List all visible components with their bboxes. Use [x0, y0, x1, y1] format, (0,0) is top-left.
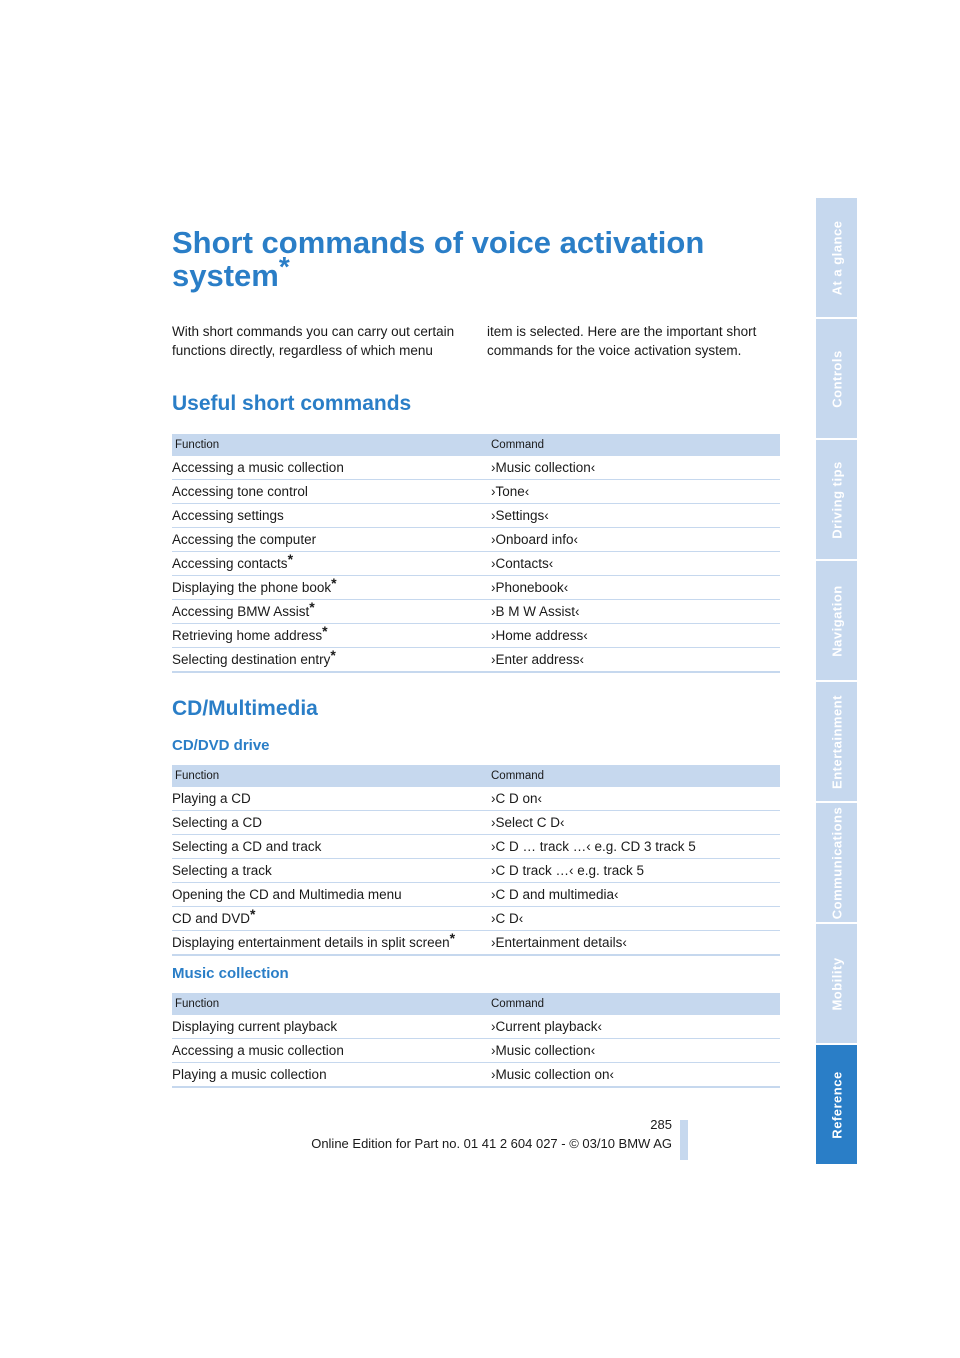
- function-cell: [172, 648, 488, 673]
- function-cell: [172, 624, 488, 648]
- function-text: Selecting a CD and track: [172, 839, 322, 854]
- table-row: [172, 931, 780, 956]
- cd-dvd-drive-subheading: CD/DVD drive: [172, 737, 270, 754]
- function-cell: [172, 504, 488, 528]
- table-row: [172, 456, 780, 480]
- column-header-function: Function: [172, 434, 488, 456]
- table-row: [172, 552, 780, 576]
- function-cell: [172, 859, 488, 883]
- page-title: Short commands of voice activation system*: [172, 225, 705, 293]
- function-text: Playing a CD: [172, 791, 251, 806]
- chapter-tab-label: At a glance: [829, 220, 844, 295]
- command-cell: ›Entertainment details‹: [491, 935, 627, 950]
- function-text: Accessing contacts: [172, 556, 288, 571]
- table-row: [172, 504, 780, 528]
- command-cell: ›C D … track …‹ e.g. CD 3 track 5: [488, 835, 780, 859]
- command-cell: ›Settings‹: [488, 504, 780, 528]
- function-text: Displaying the phone book: [172, 580, 332, 595]
- chapter-tab-mobility[interactable]: [816, 924, 857, 1043]
- function-cell: [172, 835, 488, 859]
- chapter-tab-label: Entertainment: [829, 694, 844, 789]
- column-header-command: Command: [488, 765, 780, 787]
- chapter-tab-navigation[interactable]: [816, 561, 857, 680]
- table-row: [172, 907, 780, 931]
- chapter-tab-communications[interactable]: [816, 803, 857, 922]
- function-text: Opening the CD and Multimedia menu: [172, 887, 402, 902]
- chapter-tab-controls[interactable]: [816, 319, 857, 438]
- option-star: *: [331, 575, 337, 591]
- chapter-tab-label: Navigation: [829, 584, 844, 657]
- chapter-tab-label: Controls: [829, 349, 844, 408]
- function-text: Accessing a music collection: [172, 1043, 344, 1058]
- command-cell: ›B M W Assist‹: [488, 600, 780, 624]
- function-cell: [172, 600, 488, 624]
- table-row: [172, 600, 780, 624]
- table-header-row: [172, 993, 780, 1015]
- option-star: *: [330, 647, 336, 663]
- table-row: [172, 1039, 780, 1063]
- command-cell: ›Phonebook‹: [488, 576, 780, 600]
- chapter-tab-label: Mobility: [829, 956, 844, 1011]
- function-cell: [172, 1063, 488, 1088]
- command-cell: ›Home address‹: [488, 624, 780, 648]
- command-cell: ›Enter address‹: [491, 652, 585, 667]
- function-cell: [172, 576, 488, 600]
- option-star: *: [287, 551, 294, 567]
- chapter-tab-label: Reference: [829, 1070, 844, 1139]
- chapter-tab-label: Communications: [829, 806, 844, 919]
- column-header-function: Function: [172, 993, 488, 1015]
- command-cell: ›Music collection‹: [488, 1039, 780, 1063]
- chapter-tab-label: Driving tips: [829, 460, 844, 539]
- command-cell: ›C D and multimedia‹: [488, 883, 780, 907]
- table-row: [172, 787, 780, 811]
- table-row: [172, 1015, 780, 1039]
- function-cell: [172, 456, 488, 480]
- intro-left: With short commands you can carry out certain functions directly, regardless of which menu: [172, 324, 455, 358]
- option-star: *: [322, 623, 328, 639]
- page-number-bar: [680, 1120, 688, 1160]
- function-text: Accessing the computer: [172, 532, 317, 547]
- command-cell: ›Select C D‹: [488, 811, 780, 835]
- option-star: *: [250, 906, 256, 922]
- function-cell: [172, 787, 488, 811]
- command-cell: ›Music collection‹: [488, 456, 780, 480]
- music-commands-table: [172, 993, 780, 1088]
- function-text: Accessing BMW Assist: [172, 604, 310, 619]
- table-header-row: [172, 434, 780, 456]
- cd-commands-table: [172, 765, 780, 956]
- command-cell: ›C D on‹: [488, 787, 780, 811]
- command-cell: ›Current playback‹: [488, 1015, 780, 1039]
- function-text: Selecting a track: [172, 863, 272, 878]
- function-text: CD and DVD: [172, 911, 251, 926]
- chapter-tab-entertainment[interactable]: [816, 682, 857, 801]
- table-row: [172, 576, 780, 600]
- useful-heading: Useful short commands: [172, 392, 412, 415]
- cd-heading: CD/Multimedia: [172, 697, 318, 720]
- function-text: Accessing settings: [172, 508, 284, 523]
- option-star: *: [449, 930, 456, 946]
- column-header-command: Command: [488, 434, 780, 456]
- table-row: [172, 528, 780, 552]
- function-cell: [172, 528, 488, 552]
- command-cell: ›C D track …‹ e.g. track 5: [488, 859, 780, 883]
- column-header-command: Command: [488, 993, 780, 1015]
- useful-commands-table: [172, 434, 780, 673]
- function-cell: [172, 480, 488, 504]
- command-cell: ›Tone‹: [488, 480, 780, 504]
- function-cell: [172, 552, 488, 576]
- function-cell: [172, 931, 488, 956]
- chapter-tab-at-a-glance[interactable]: [816, 198, 857, 317]
- table-row: [172, 883, 780, 907]
- function-text: Retrieving home address: [172, 628, 323, 643]
- table-row: [172, 1063, 780, 1088]
- command-cell: ›Contacts‹: [488, 552, 780, 576]
- function-text: Displaying current playback: [172, 1019, 338, 1034]
- intro-text: [172, 322, 782, 360]
- command-cell: ›Onboard info‹: [488, 528, 780, 552]
- command-cell: ›C D‹: [488, 907, 780, 931]
- table-row: [172, 480, 780, 504]
- option-star: *: [309, 599, 315, 615]
- table-row: [172, 859, 780, 883]
- function-text: Accessing a music collection: [172, 460, 344, 475]
- command-cell: ›Music collection on‹: [491, 1067, 615, 1082]
- function-cell: [172, 907, 488, 931]
- function-cell: [172, 1039, 488, 1063]
- function-text: Selecting destination entry: [172, 652, 331, 667]
- column-header-function: Function: [172, 765, 488, 787]
- function-text: Selecting a CD: [172, 815, 263, 830]
- intro-right: item is selected. Here are the important short commands for the voice activation system.: [487, 324, 757, 358]
- function-text: Displaying entertainment details in split screen: [172, 935, 450, 950]
- function-text: Playing a music collection: [172, 1067, 327, 1082]
- page-number: 285: [650, 1117, 672, 1132]
- chapter-tab-driving-tips[interactable]: [816, 440, 857, 559]
- function-cell: [172, 811, 488, 835]
- chapter-tab-reference[interactable]: [816, 1045, 857, 1164]
- option-star: *: [278, 251, 290, 282]
- function-cell: [172, 1015, 488, 1039]
- table-row: [172, 648, 780, 673]
- table-row: [172, 624, 780, 648]
- table-row: [172, 835, 780, 859]
- function-cell: [172, 883, 488, 907]
- table-header-row: [172, 765, 780, 787]
- table-row: [172, 811, 780, 835]
- function-text: Accessing tone control: [172, 484, 308, 499]
- footer-edition: Online Edition for Part no. 01 41 2 604 027 - © 03/10 BMW AG: [311, 1136, 672, 1151]
- chapter-sidebar: [816, 198, 857, 1166]
- music-collection-subheading: Music collection: [172, 965, 289, 982]
